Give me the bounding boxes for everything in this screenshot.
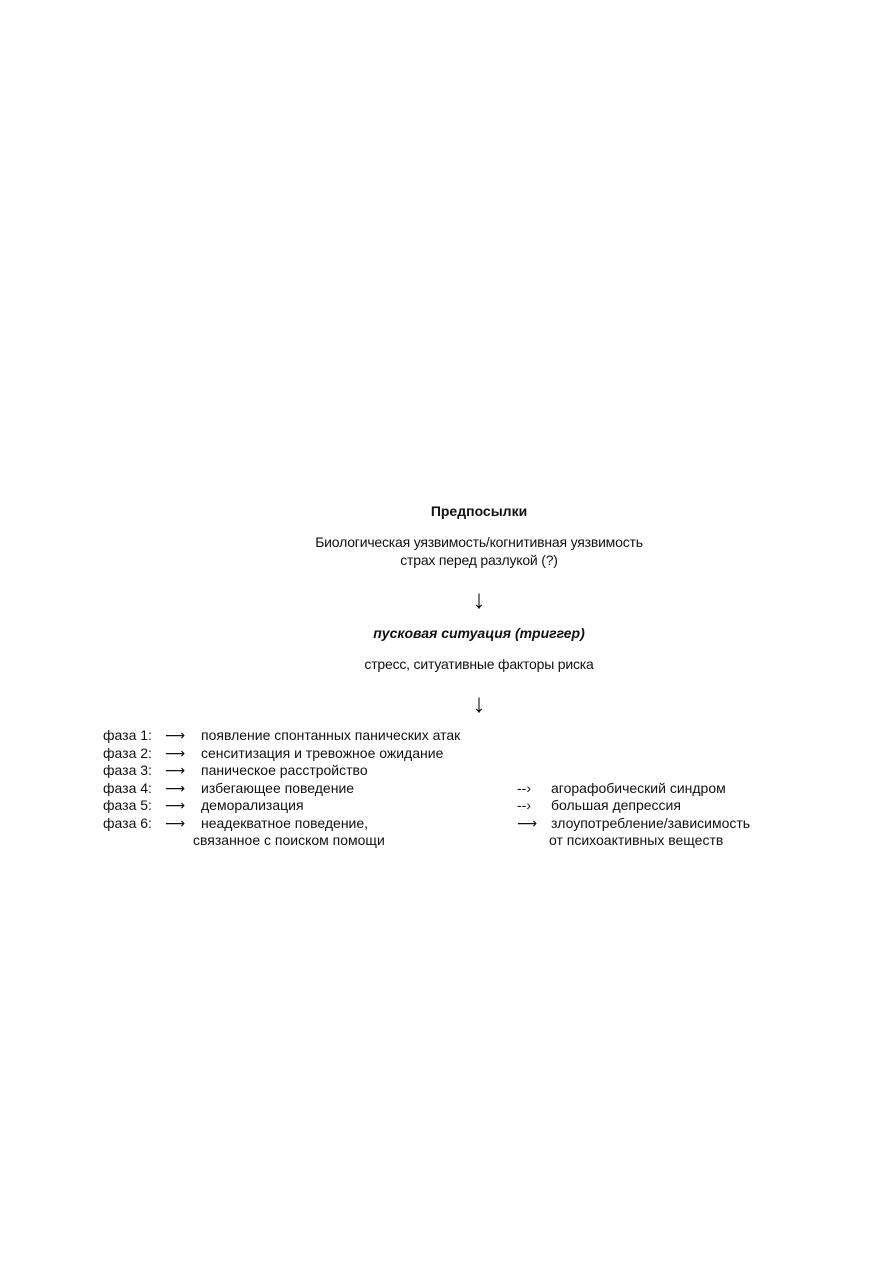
right-arrow-icon: ⟶ (165, 727, 186, 743)
premises-title: Предпосылки (430, 503, 528, 519)
phase-description-continuation: связанное с поиском помощи (193, 832, 385, 848)
outcome-description: агорафобический синдром (551, 779, 726, 796)
dashed-arrow-icon: --› (517, 779, 531, 796)
outcome-description: большая депрессия (551, 797, 681, 813)
trigger-description: стресс, ситуативные факторы риска (364, 656, 594, 672)
phase-label: фаза 1: (103, 727, 152, 743)
phase-label: фаза 4: (103, 779, 152, 796)
outcome-description: злоупотребление/зависимость (551, 814, 751, 831)
phase-description: появление спонтанных панических атак (201, 727, 461, 743)
right-arrow-icon: ⟶ (165, 779, 186, 796)
right-arrow-icon: ⟶ (165, 797, 186, 813)
down-arrow-icon: ↓ (472, 584, 486, 614)
outcome-description-continuation: от психоактивных веществ (549, 832, 724, 848)
phase-label: фаза 6: (103, 814, 152, 831)
phase-label: фаза 2: (103, 744, 152, 761)
right-arrow-icon: ⟶ (165, 762, 186, 778)
phase-description: паническое расстройство (201, 762, 368, 778)
premises-line-1: Биологическая уязвимость/когнитивная уязвимость (315, 534, 643, 550)
right-arrow-icon: ⟶ (165, 814, 186, 831)
down-arrow-icon: ↓ (472, 688, 486, 718)
trigger-title: пусковая ситуация (триггер) (373, 625, 585, 641)
phase-description: избегающее поведение (201, 779, 355, 796)
right-arrow-icon: ⟶ (517, 814, 538, 831)
phase-description: деморализация (201, 797, 304, 813)
phase-description: сенситизация и тревожное ожидание (201, 744, 444, 761)
dashed-arrow-icon: --› (517, 797, 531, 813)
phase-label: фаза 5: (103, 797, 152, 813)
premises-line-2: страх перед разлукой (?) (400, 552, 558, 568)
right-arrow-icon: ⟶ (165, 744, 186, 761)
phase-description: неадекватное поведение, (201, 814, 369, 831)
phase-label: фаза 3: (103, 762, 152, 778)
